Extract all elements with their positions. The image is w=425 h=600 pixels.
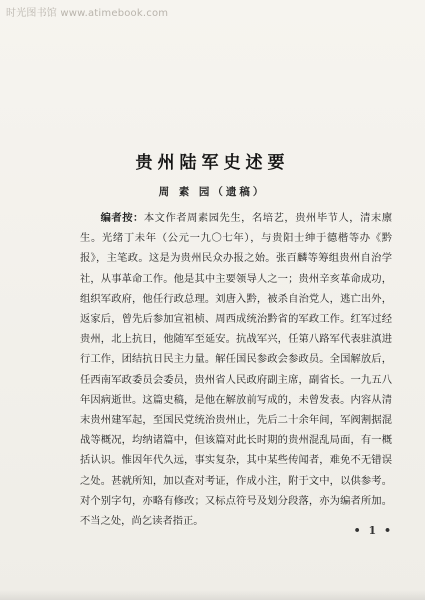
article-title: 贵州陆军史述要 (135, 153, 290, 173)
editor-note (80, 208, 392, 531)
site-watermark: 时光图书馆 www.atimebook.com (6, 8, 169, 19)
editor-note-text: 本文作者周素园先生，名培艺，贵州毕节人，清末廪生。光绪丁未年（公元一九〇七年），与贵阳士绅于德楷等办《黔报》，主笔政。这是为贵州民众办报之始。张百麟等筹组贵州自治学社，从事革命工作。他是其中主要领导人之一；贵州辛亥革命成功，组织军政府，他任行政总理。刘唐入黔，被杀自治党人，逃亡出外，返家后，曾先后参加宣祖桢、周西成统治黔省的军政工作。红军过经贵州，北上抗日，他随军至延安。抗战军兴，任第八路军代表驻滇进行工作，团结抗日民主力量。解任国民参政会参政员。全国解放后，任西南军政委员会委员，贵州省人民政府副主席，副省长。一九五八年因病逝世。这篇史稿，是他在解放前写成的，未曾发表。内容从清末贵州建军起，至国民党统治贵州止，先后二十余年间，军阀割据混战等概况，均纳诸篇中，但该篇对此长时期的贵州混乱局面，有一概括认识。惟因年代久远，事实复杂，其中某些传闻者，难免不无错误之处。甚就所知，加以查对考证，作成小注，附于文中，以供参考。对个别字句，亦略有修改；又标点符号及划分段落，亦为编者所加。不当之处，尚乞读者指正。 (80, 212, 393, 528)
page-number: • 1 • (353, 524, 393, 537)
article-author: 周 素 园（遗稿） (158, 186, 267, 198)
page-bottom-edge (0, 590, 425, 600)
editor-note-lead: 编者按： (100, 212, 144, 224)
editor-note-paragraph (80, 208, 392, 531)
